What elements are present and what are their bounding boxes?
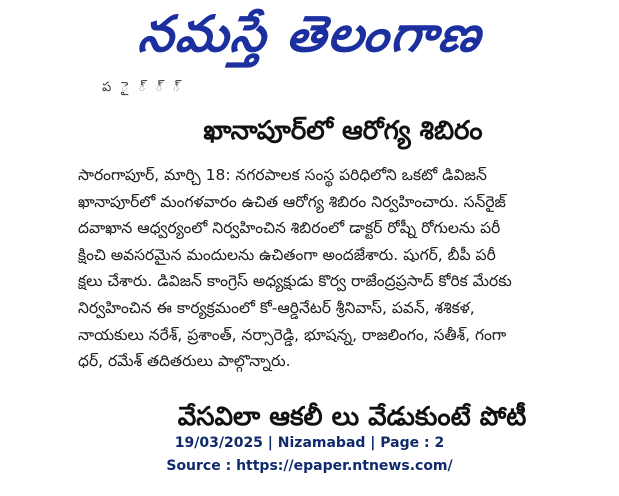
article-line: క్షించి అవసరమైన మందులను ఉచితంగా అందజేశారు. షుగర్, బీపీ పరీ: [78, 245, 496, 264]
article-line: నాయకులు నరేశ్, ప్రశాంత్, నర్సారెడ్డి, భూషన్న, రాజలింగం, సతీశ్, గంగా: [78, 325, 507, 344]
edition-info: 19/03/2025 | Nizamabad | Page : 2: [174, 435, 445, 451]
article-line: నిర్వహించిన ఈ కార్యక్రమంలో కో-ఆర్డినేటర్ శ్రీనివాస్, పవన్, శశికళ,: [78, 298, 475, 317]
article-line: ఖానాపూర్‌లో మంగళవారం ఉచిత ఆరోగ్య శిబిరం నిర్వహించారు. సన్‌రైజ్: [78, 192, 506, 211]
article-clipping: [72, 80, 614, 432]
article-headline: ఖానాపూర్‌లో ఆరోగ్య శిబిరం: [203, 116, 483, 146]
article-line: దవాఖాన ఆధ్వర్యంలో నిర్వహించిన శిబిరంలో డాక్టర్ రోష్నీ రోగులను పరీ: [78, 219, 501, 238]
clipped-previous-text: ప ై ్ ్ ్: [102, 80, 187, 95]
next-article-headline: వేసవిలా ఆకలీ లు వేడుకుంటే పోటీ: [177, 402, 527, 432]
newspaper-masthead: [0, 0, 619, 80]
article-line: ధర్, రమేశ్ తదితరులు పాల్గొన్నారు.: [78, 352, 291, 371]
article-line: సారంగాపూర్, మార్చి 18: నగరపాలక సంస్థ పరిధిలోని ఒకటో డివిజన్: [78, 166, 487, 184]
article-line: క్షలు చేశారు. డివిజన్ కాంగ్రెస్ అధ్యక్షుడు కొర్వ రాజేంద్రప్రసాద్ కోరిక మేరకు: [78, 272, 512, 291]
masthead-title: నమస్తే తెలంగాణ: [135, 4, 486, 63]
article-body: [78, 162, 614, 375]
source-link[interactable]: Source : https://epaper.ntnews.com/: [166, 458, 453, 474]
source-footer: [0, 432, 619, 478]
